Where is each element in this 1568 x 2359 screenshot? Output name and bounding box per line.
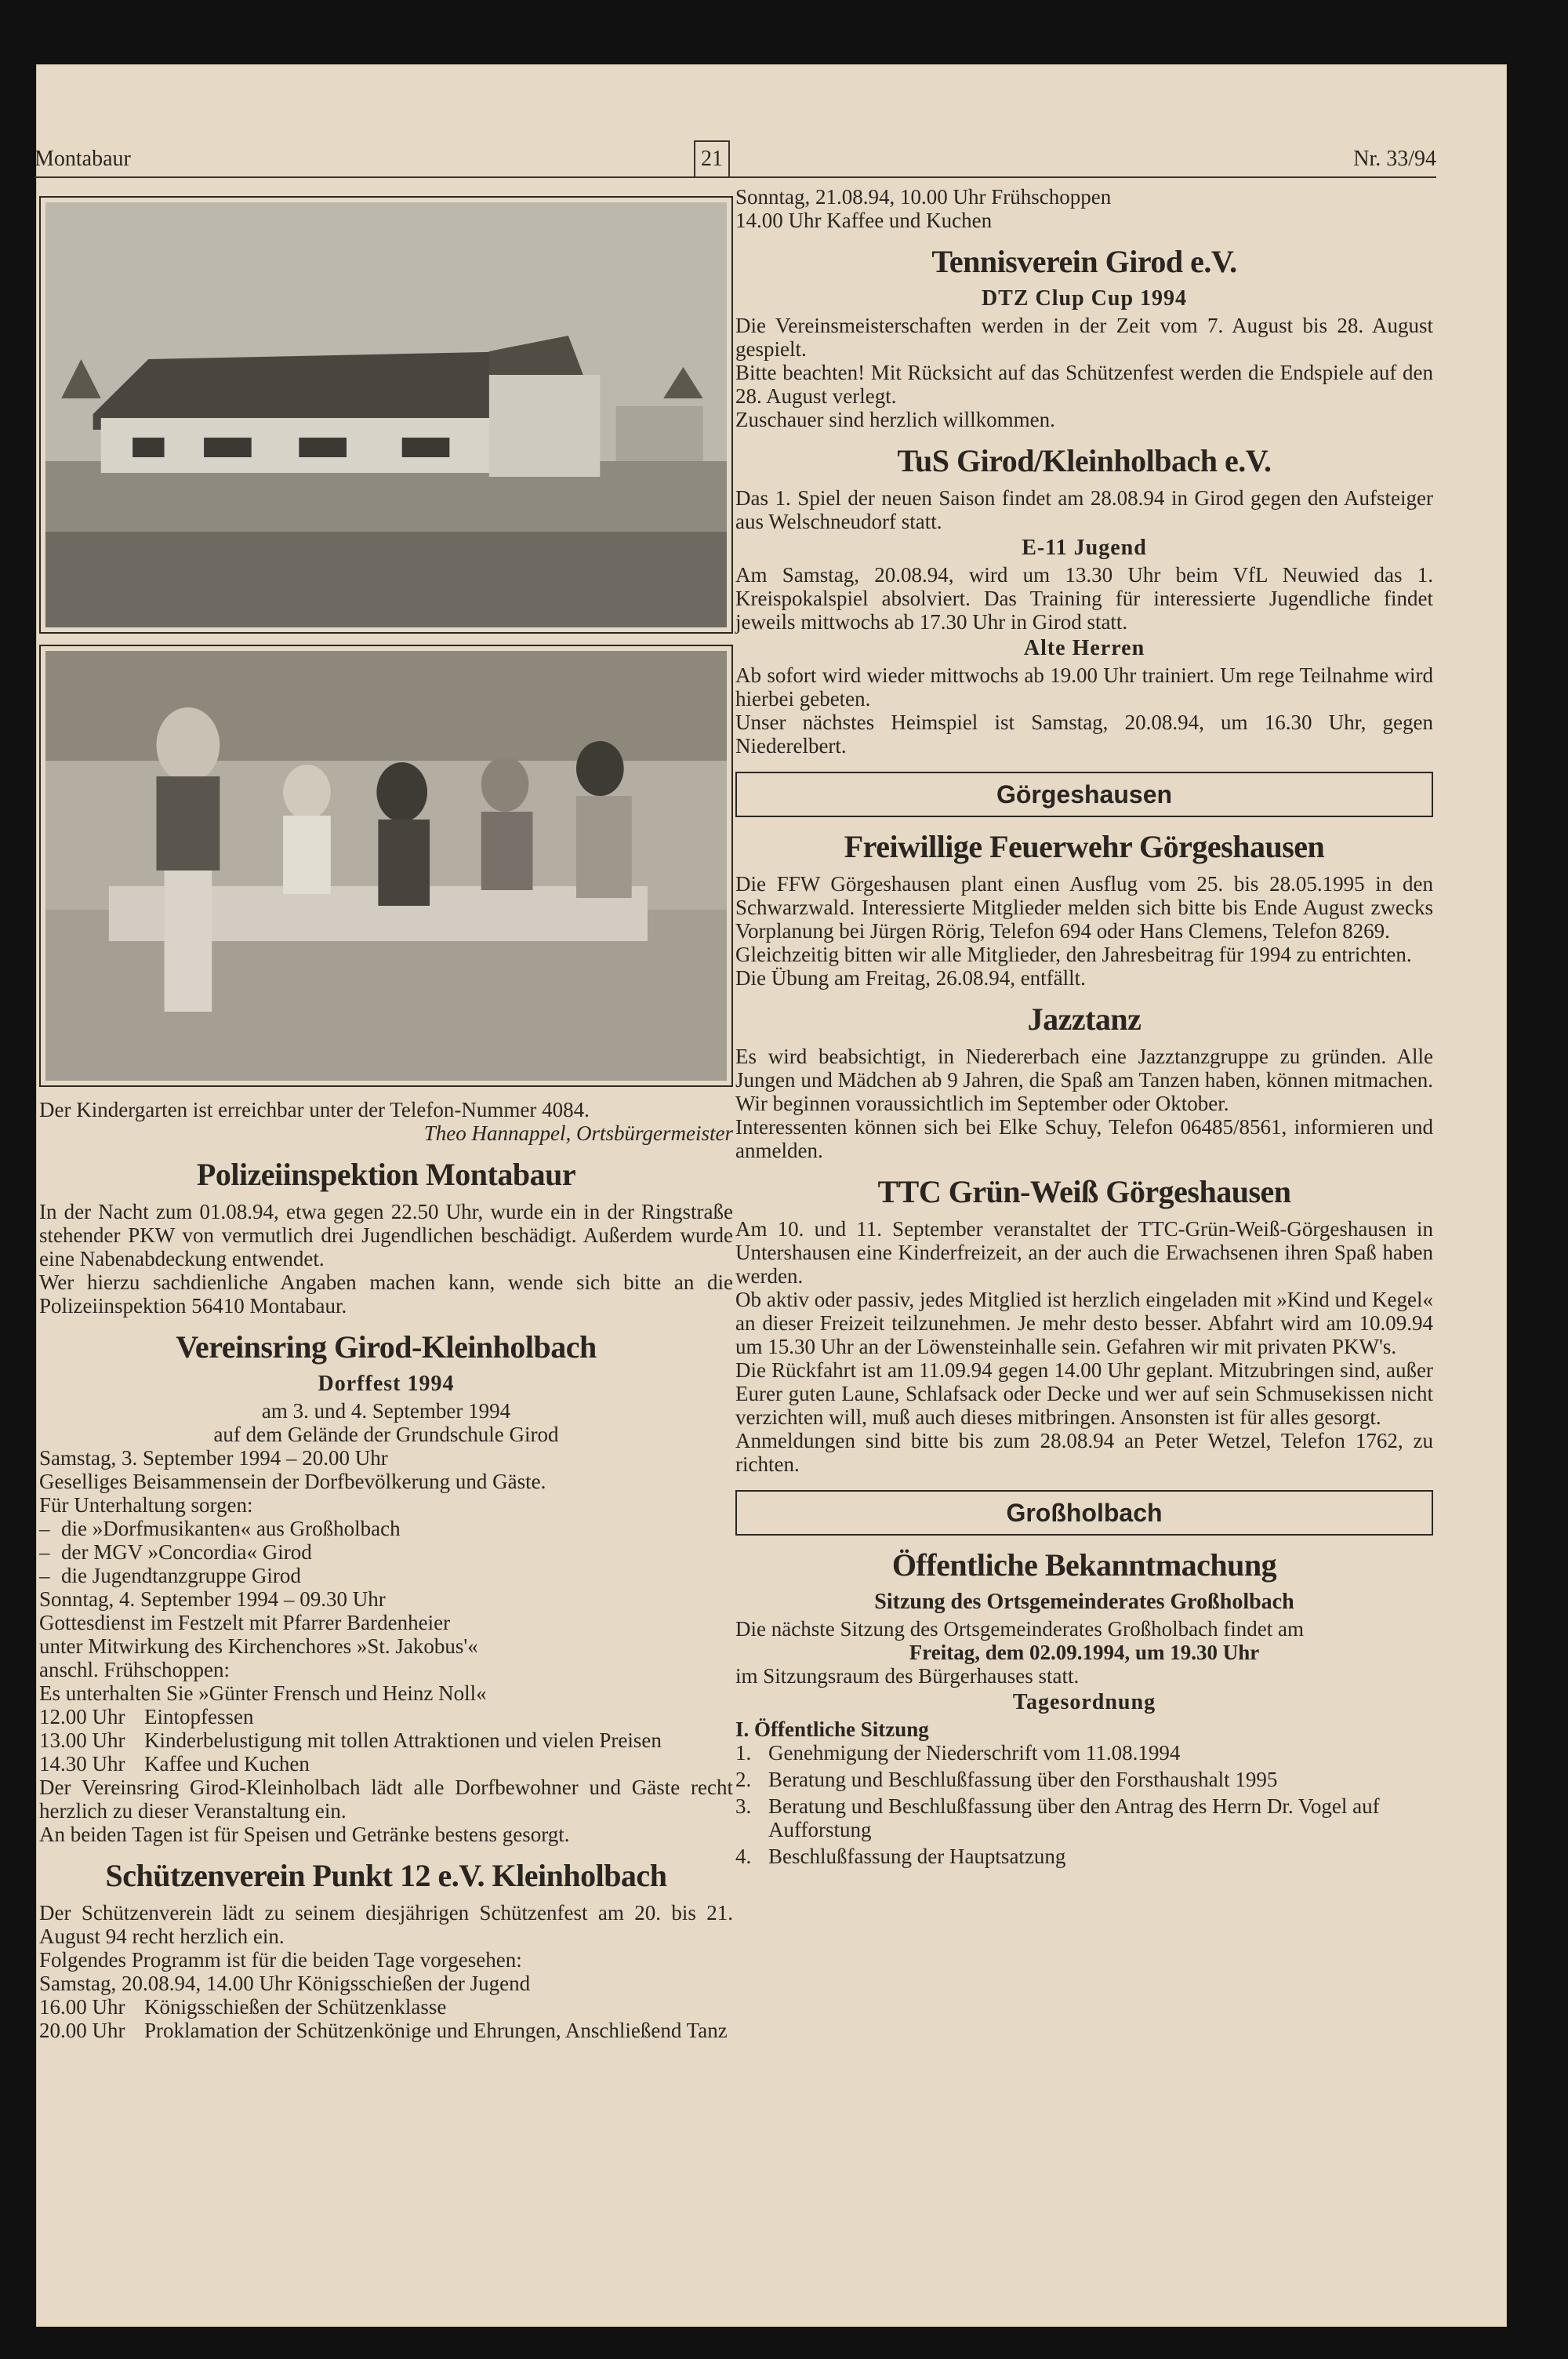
- tus-text-4: Unser nächstes Heimspiel ist Samstag, 20.08.94, um 16.30 Uhr, gegen Niederelbert.: [735, 711, 1433, 758]
- polizei-text-2: Wer hierzu sachdienliche Angaben machen kann, wende sich bitte an die Polizeiinspektion 56410 Montabaur.: [39, 1270, 733, 1318]
- schedule-time: 20.00 Uhr: [39, 2019, 125, 2042]
- bekanntmachung-title: Öffentliche Bekanntmachung: [891, 1547, 1277, 1583]
- polizei-title: Polizeiinspektion Montabaur: [196, 1157, 576, 1192]
- bekanntmachung-text-2: im Sitzungsraum des Bürgerhauses statt.: [735, 1664, 1080, 1688]
- agenda-part: I. Öffentliche Sitzung: [735, 1717, 929, 1741]
- schuetzen-title: Schützenverein Punkt 12 e.V. Kleinholbach: [105, 1858, 667, 1893]
- ffw-text-3: Die Übung am Freitag, 26.08.94, entfällt.: [735, 966, 1086, 990]
- vereinsring-line-9: anschl. Frühschoppen:: [39, 1658, 230, 1681]
- section-header-grossholbach: Großholbach: [735, 1490, 1433, 1536]
- group-photo: [39, 645, 733, 1087]
- agenda-item: [735, 1794, 1433, 1841]
- schedule-row: [39, 1995, 733, 2019]
- vereinsring-list: [39, 1517, 733, 1587]
- schedule-desc: Kinderbelustigung mit tollen Attraktionen und vielen Preisen: [144, 1728, 662, 1752]
- vereinsring-line-5: Für Unterhaltung sorgen:: [39, 1493, 253, 1517]
- ttc-text-3: Die Rückfahrt ist am 11.09.94 gegen 14.00 Uhr geplant. Mitzubringen sind, außer Eurer guten Laune, Schlafsack oder Decke und wer auf sein Schmusekissen nicht verzichten will, muß auch dieses mitbringen. Ansonsten ist für alles gesorgt.: [735, 1358, 1433, 1429]
- page-number: 21: [694, 140, 730, 178]
- header-rule: [34, 176, 1436, 178]
- issue-number: Nr. 33/94: [1353, 147, 1436, 171]
- agenda-text: Genehmigung der Niederschrift vom 11.08.1994: [768, 1741, 1181, 1765]
- agenda-item: [735, 1768, 1433, 1791]
- ffw-title: Freiwillige Feuerwehr Görgeshausen: [844, 829, 1325, 864]
- schedule-desc: Kaffee und Kuchen: [144, 1752, 310, 1776]
- vereinsring-closing-2: An beiden Tagen ist für Speisen und Getränke bestens gesorgt.: [39, 1823, 570, 1846]
- schuetzen-sunday-2: 14.00 Uhr Kaffee und Kuchen: [735, 209, 993, 232]
- schedule-time: 12.00 Uhr: [39, 1705, 125, 1728]
- vereinsring-title: Vereinsring Girod-Kleinholbach: [176, 1329, 597, 1365]
- agenda-number: 2.: [735, 1768, 752, 1791]
- tennis-subtitle: DTZ Clup Cup 1994: [981, 286, 1188, 311]
- bekanntmachung-date: Freitag, dem 02.09.1994, um 19.30 Uhr: [909, 1641, 1260, 1664]
- schuetzen-text-1: Der Schützenverein lädt zu seinem diesjährigen Schützenfest am 20. bis 21. August 94 recht herzlich ein.: [39, 1901, 733, 1948]
- agenda-number: 3.: [735, 1794, 752, 1818]
- agenda-text: Beschlußfassung der Hauptsatzung: [768, 1845, 1066, 1868]
- tus-sub-2: Alte Herren: [1023, 636, 1145, 660]
- ffw-text-1: Die FFW Görgeshausen plant einen Ausflug vom 25. bis 28.05.1995 in den Schwarzwald. Interessierte Mitglieder melden sich bitte bis Ende August zwecks Vorplanung bei Jürgen Rörig, Telefon 694 oder Hans Clemens, Telefon 8269.: [735, 872, 1433, 943]
- schedule-time: 14.30 Uhr: [39, 1752, 125, 1776]
- list-item: – die Jugendtanzgruppe Girod: [39, 1564, 733, 1587]
- bekanntmachung-text-1: Die nächste Sitzung des Ortsgemeinderates Großholbach findet am: [735, 1617, 1305, 1641]
- vereinsring-line-7: Gottesdienst im Festzelt mit Pfarrer Bardenheier: [39, 1611, 451, 1634]
- tus-text-1: Das 1. Spiel der neuen Saison findet am 28.08.94 in Girod gegen den Aufsteiger aus Welschneudorf statt.: [735, 486, 1433, 533]
- kindergarten-signature: Theo Hannappel, Ortsbürgermeister: [423, 1121, 733, 1145]
- left-column: [39, 196, 733, 2042]
- tus-text-2: Am Samstag, 20.08.94, wird um 13.30 Uhr beim VfL Neuwied das 1. Kreispokalspiel absolviert. Das Training für interessierte Jugendliche findet jeweils mittwochs ab 17.30 Uhr in Girod statt.: [735, 563, 1433, 634]
- tennis-text-2: Bitte beachten! Mit Rücksicht auf das Schützenfest werden die Endspiele auf den 28. August verlegt.: [735, 361, 1433, 408]
- schedule-row: [39, 2019, 733, 2042]
- agenda-text: Beratung und Beschlußfassung über den Antrag des Herrn Dr. Vogel auf Aufforstung: [768, 1794, 1380, 1841]
- agenda-item: [735, 1845, 1433, 1868]
- schuetzen-sunday-1: Sonntag, 21.08.94, 10.00 Uhr Frühschoppen: [735, 185, 1112, 209]
- tennis-text-1: Die Vereinsmeisterschaften werden in der Zeit vom 7. August bis 28. August gespielt.: [735, 314, 1433, 361]
- schuetzen-text-2: Folgendes Programm ist für die beiden Tage vorgesehen:: [39, 1948, 522, 1972]
- kindergarten-text: Der Kindergarten ist erreichbar unter der Telefon-Nummer 4084.: [39, 1098, 590, 1121]
- tus-title: TuS Girod/Kleinholbach e.V.: [897, 443, 1272, 478]
- schedule-row: [39, 1705, 733, 1728]
- agenda-list: [735, 1741, 1433, 1868]
- tennis-text-3: Zuschauer sind herzlich willkommen.: [735, 408, 1055, 431]
- vereinsring-line-2: auf dem Gelände der Grundschule Girod: [213, 1423, 559, 1446]
- tagesordnung-heading: Tagesordnung: [1012, 1690, 1156, 1714]
- list-item: – die »Dorfmusikanten« aus Großholbach: [39, 1517, 733, 1540]
- bekanntmachung-subtitle: Sitzung des Ortsgemeinderates Großholbach: [874, 1590, 1294, 1614]
- page-header: [0, 75, 1471, 178]
- agenda-number: 4.: [735, 1845, 752, 1868]
- jazz-text-1: Es wird beabsichtigt, in Niedererbach eine Jazztanzgruppe zu gründen. Alle Jungen und Mädchen ab 9 Jahren, die Spaß am Tanzen haben, können mitmachen. Wir beginnen voraussichtlich im September oder Oktober.: [735, 1045, 1433, 1115]
- building-image: [45, 202, 727, 627]
- ttc-text-4: Anmeldungen sind bitte bis zum 28.08.94 an Peter Wetzel, Telefon 1762, zu richten.: [735, 1429, 1433, 1476]
- right-column: [735, 185, 1433, 1871]
- vereinsring-closing-1: Der Vereinsring Girod-Kleinholbach lädt alle Dorfbewohner und Gäste recht herzlich zu dieser Veranstaltung ein.: [39, 1776, 733, 1823]
- schedule-desc: Eintopfessen: [144, 1705, 254, 1728]
- schedule-time: 13.00 Uhr: [39, 1728, 125, 1752]
- tus-text-3: Ab sofort wird wieder mittwochs ab 19.00 Uhr trainiert. Um rege Teilnahme wird hierbei gebeten.: [735, 663, 1433, 711]
- schuetzen-text-3: Samstag, 20.08.94, 14.00 Uhr Königsschießen der Jugend: [39, 1972, 531, 1995]
- vereinsring-line-6: Sonntag, 4. September 1994 – 09.30 Uhr: [39, 1587, 386, 1611]
- vereinsring-line-10: Es unterhalten Sie »Günter Frensch und Heinz Noll«: [39, 1681, 487, 1705]
- vereinsring-line-8: unter Mitwirkung des Kirchenchores »St. Jakobus'«: [39, 1634, 478, 1658]
- jazz-title: Jazztanz: [1027, 1001, 1142, 1037]
- agenda-text: Beratung und Beschlußfassung über den Forsthaushalt 1995: [768, 1768, 1278, 1791]
- jazz-text-2: Interessenten können sich bei Elke Schuy, Telefon 06485/8561, informieren und anmelden.: [735, 1115, 1433, 1162]
- tennis-title: Tennisverein Girod e.V.: [931, 244, 1237, 279]
- vereinsring-line-1: am 3. und 4. September 1994: [261, 1399, 511, 1423]
- agenda-item: [735, 1741, 1433, 1765]
- schedule-time: 16.00 Uhr: [39, 1995, 125, 2019]
- section-header-goergeshausen: Görgeshausen: [735, 772, 1433, 817]
- vereinsring-line-3: Samstag, 3. September 1994 – 20.00 Uhr: [39, 1446, 388, 1470]
- vereinsring-line-4: Geselliges Beisammensein der Dorfbevölkerung und Gäste.: [39, 1470, 546, 1493]
- building-photo: [39, 196, 733, 634]
- schedule-desc: Proklamation der Schützenkönige und Ehrungen, Anschließend Tanz: [144, 2019, 728, 2042]
- schedule-row: [39, 1752, 733, 1776]
- ttc-text-1: Am 10. und 11. September veranstaltet der TTC-Grün-Weiß-Görgeshausen in Untershausen eine Kinderfreizeit, an der auch die Erwachsenen ihren Spaß haben werden.: [735, 1217, 1433, 1288]
- ttc-title: TTC Grün-Weiß Görgeshausen: [877, 1174, 1291, 1209]
- list-item: – der MGV »Concordia« Girod: [39, 1540, 733, 1564]
- vereinsring-subtitle: Dorffest 1994: [318, 1372, 455, 1396]
- tus-sub-1: E-11 Jugend: [1022, 536, 1147, 560]
- schedule-desc: Königsschießen der Schützenklasse: [144, 1995, 447, 2019]
- schedule-row: [39, 1728, 733, 1752]
- polizei-text-1: In der Nacht zum 01.08.94, etwa gegen 22.50 Uhr, wurde ein in der Ringstraße stehender PKW von vermutlich drei Jugendlichen beschädigt. Außerdem wurde eine Nabenabdeckung entwendet.: [39, 1200, 733, 1270]
- ffw-text-2: Gleichzeitig bitten wir alle Mitglieder, den Jahresbeitrag für 1994 zu entrichten.: [735, 943, 1412, 966]
- group-image: [45, 651, 727, 1081]
- ttc-text-2: Ob aktiv oder passiv, jedes Mitglied ist herzlich eingeladen mit »Kind und Kegel« an dieser Freizeit teilzunehmen. Je mehr desto besser. Abfahrt wird am 10.09.94 um 15.30 Uhr an der Löwensteinhalle sein. Gefahren wir mit privaten PKW's.: [735, 1288, 1433, 1358]
- agenda-number: 1.: [735, 1741, 752, 1765]
- header-town: Montabaur: [34, 147, 131, 171]
